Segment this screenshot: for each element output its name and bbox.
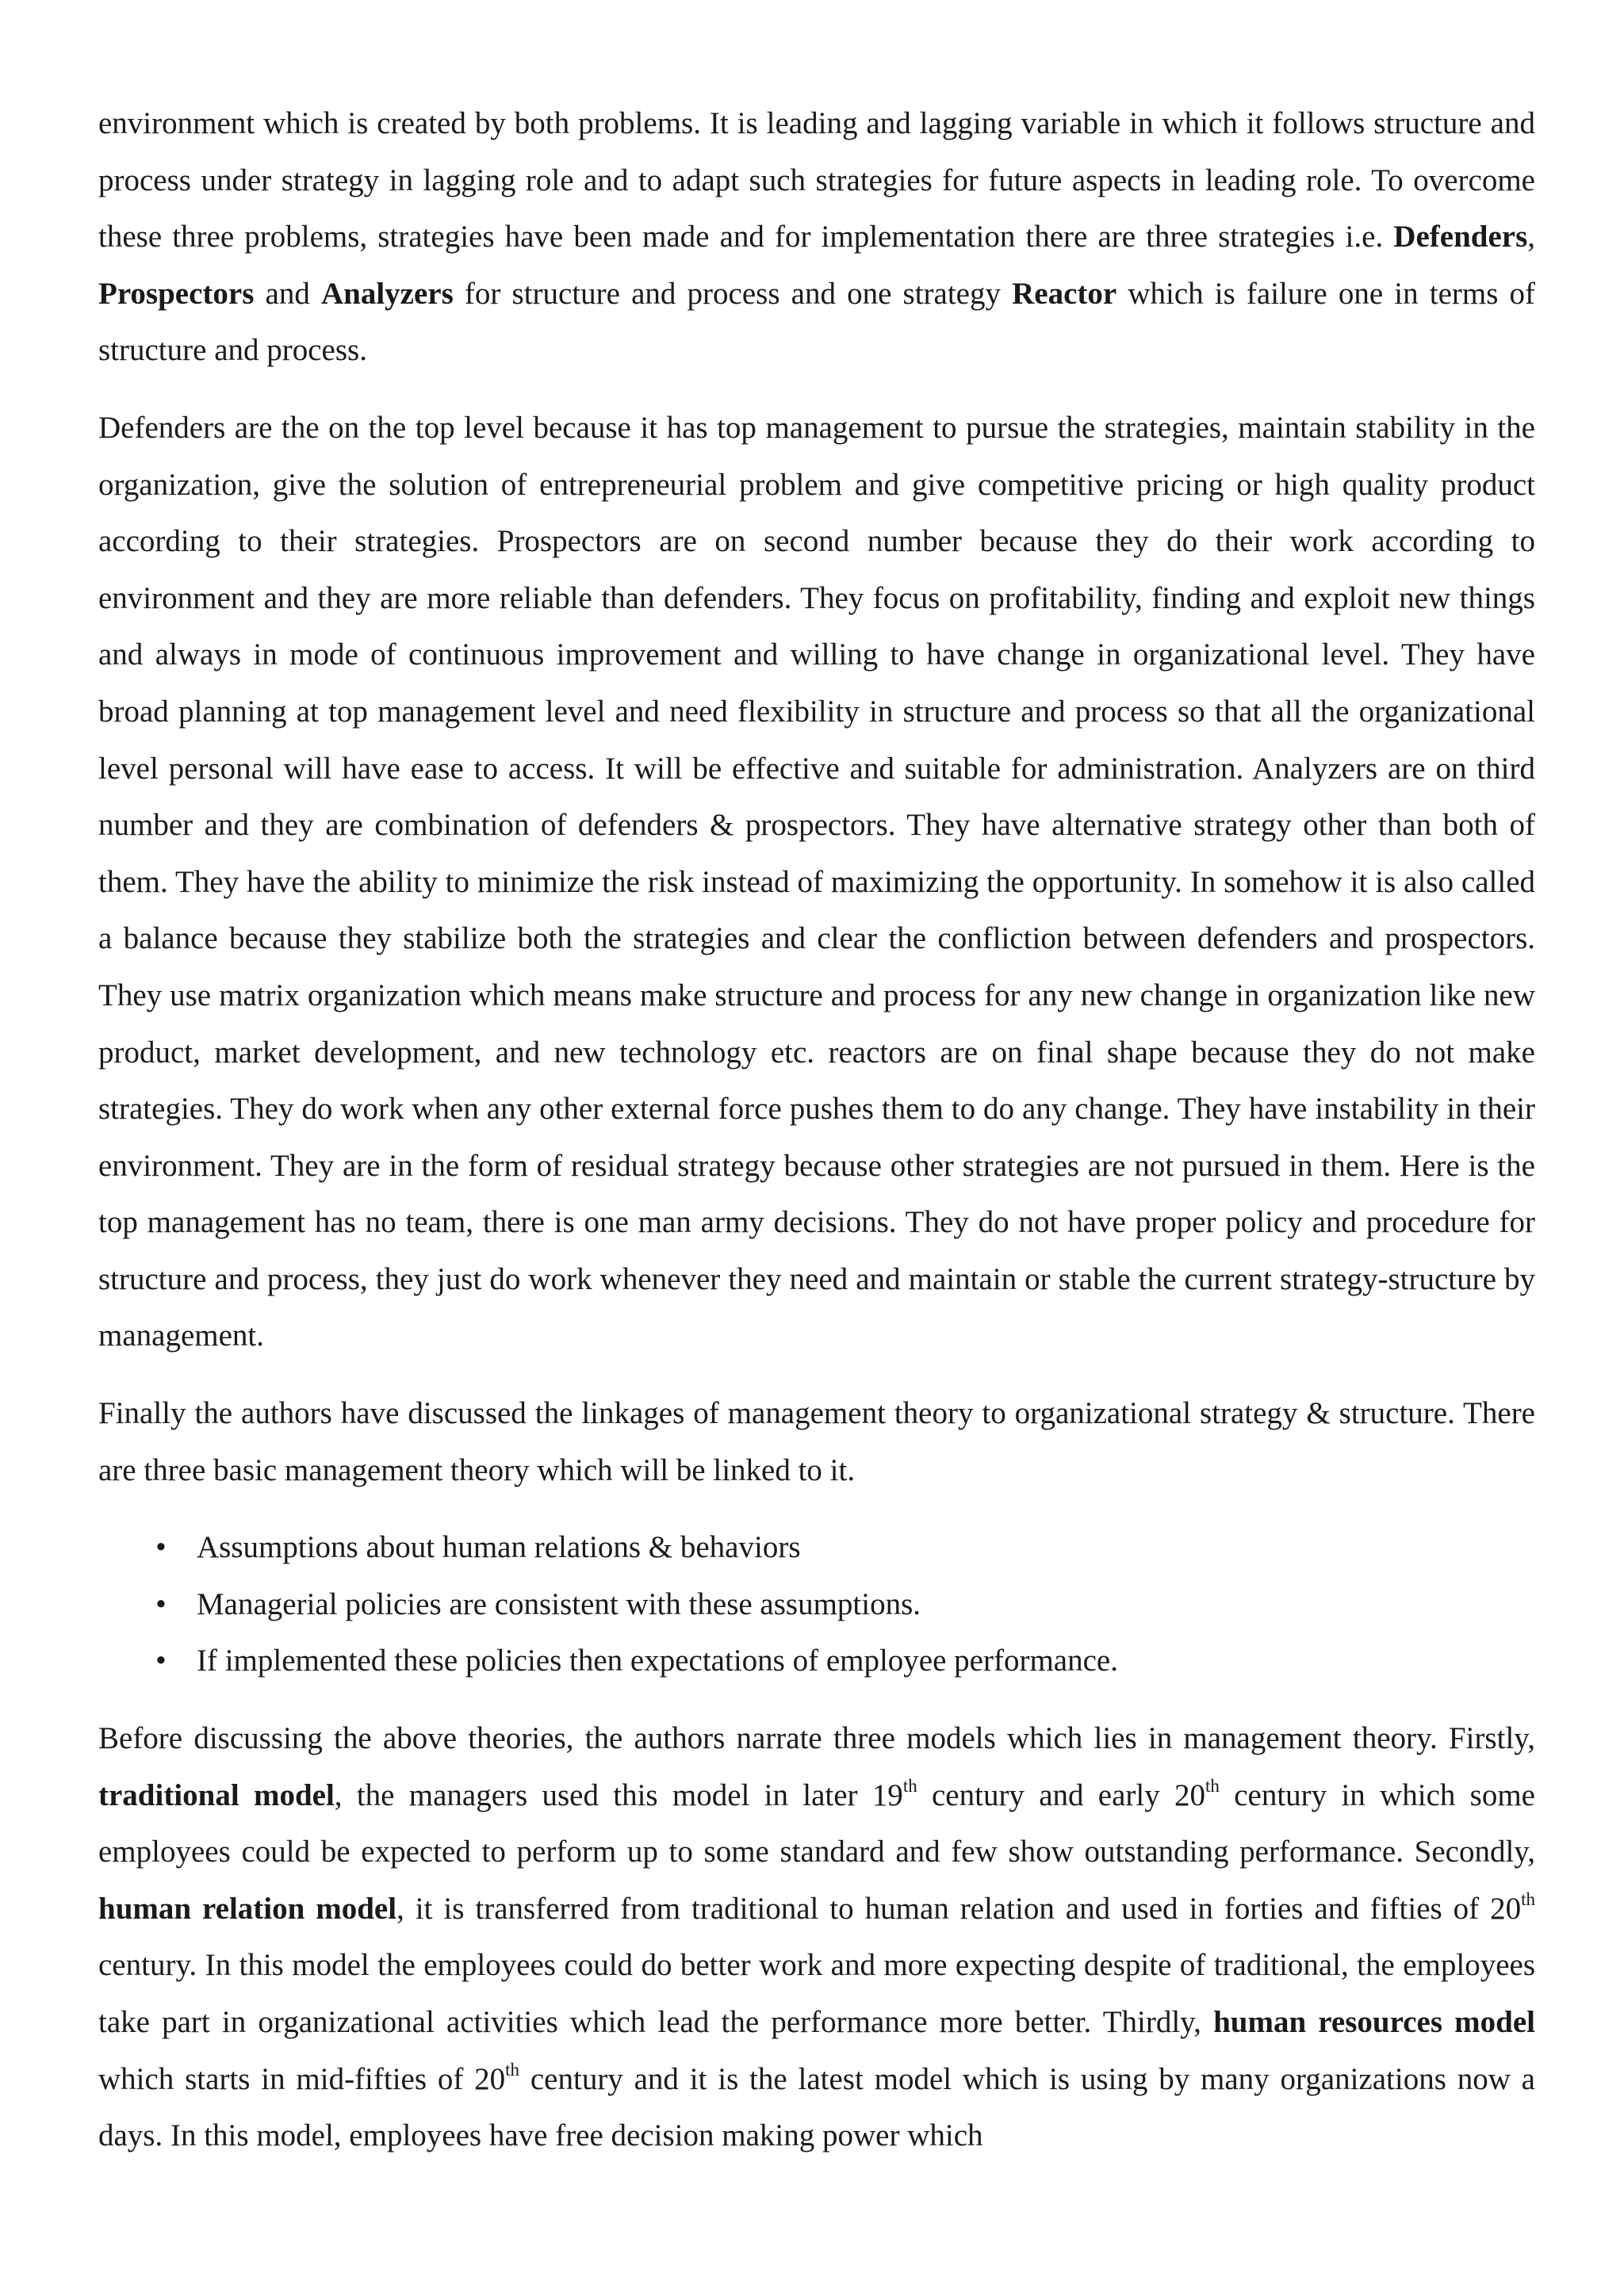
term-traditional-model: traditional model xyxy=(98,1777,335,1812)
list-item xyxy=(98,1519,1535,1576)
paragraph-management-theory: Finally the authors have discussed the linkages of management theory to organizational strategy & structure. There are three basic management theory which will be linked to it. xyxy=(98,1396,1535,1487)
list-item-text: Assumptions about human relations & behaviors xyxy=(197,1530,801,1565)
text-run: , it is transferred from traditional to human relation and used in forties and fifties of 20 xyxy=(396,1891,1522,1926)
document-page xyxy=(98,95,1535,2164)
paragraph-strategy-types: Defenders are the on the top level because it has top management to pursue the strategies, maintain stability in the organization, give the solution of entrepreneurial problem and give competitive pricing or high quality product according to their strategies. Prospectors are on second number because they do their work according to environment and they are more reliable than defenders. They focus on profitability, finding and exploit new things and always in mode of continuous improvement and willing to have change in organizational level. They have broad planning at top management level and need flexibility in structure and process so that all the organizational level personal will have ease to access. It will be effective and suitable for administration. Analyzers are on third number and they are combination of defenders & prospectors. They have alternative strategy other than both of them. They have the ability to minimize the risk instead of maximizing the opportunity. In somehow it is also called a balance because they stabilize both the strategies and clear the confliction between defenders and prospectors. They use matrix organization which means make structure and process for any new change in organization like new product, market development, and new technology etc. reactors are on final shape because they do not make strategies. They do work when any other external force pushes them to do any change. They have instability in their environment. They are in the form of residual strategy because other strategies are not pursued in them. Here is the top management has no team, there is one man army decisions. They do not have proper policy and procedure for structure and process, they just do work whenever they need and maintain or stable the current strategy-structure by management. xyxy=(98,410,1535,1353)
text-run: century. In this model the employees could do better work and more expecting despite of traditional, the employees take part in organizational activities which lead the performance more better. Thirdly, xyxy=(98,1948,1535,2039)
text-run: and xyxy=(254,276,321,311)
paragraph-strategies-intro xyxy=(98,95,1535,379)
bullet-icon: • xyxy=(155,1644,167,1678)
text-run: century and early 20 xyxy=(917,1777,1206,1812)
list-item-text: Managerial policies are consistent with these assumptions. xyxy=(197,1586,921,1621)
term-prospectors: Prospectors xyxy=(98,276,255,311)
term-human-resources-model: human resources model xyxy=(1213,2005,1535,2039)
text-run: which is failure one in terms of structure and process. xyxy=(98,276,1535,368)
list-item xyxy=(98,1632,1535,1689)
bullet-list xyxy=(98,1519,1535,1689)
term-defenders: Defenders xyxy=(1393,220,1528,254)
bullet-icon: • xyxy=(155,1586,167,1621)
text-run: , xyxy=(1527,220,1535,254)
term-human-relation-model: human relation model xyxy=(98,1891,397,1926)
list-item-text: If implemented these policies then expectations of employee performance. xyxy=(197,1644,1118,1678)
text-run: for structure and process and one strategy xyxy=(453,276,1013,311)
superscript: th xyxy=(902,1775,917,1796)
list-item xyxy=(98,1576,1535,1633)
text-run: environment which is created by both problems. It is leading and lagging variable in which it follows structure and process under strategy in lagging role and to adapt such strategies for future aspects in leading role. To overcome these three problems, strategies have been made and for implementation there are three strategies i.e. xyxy=(98,106,1535,254)
text-run: century and it is the latest model which is using by many organizations now a days. In this model, employees have free decision making power which xyxy=(98,2061,1535,2153)
bullet-icon: • xyxy=(155,1530,167,1565)
term-analyzers: Analyzers xyxy=(320,276,454,311)
term-reactor: Reactor xyxy=(1012,276,1117,311)
superscript: th xyxy=(1521,1888,1535,1909)
paragraph-management-models xyxy=(98,1710,1535,2164)
text-run: century in which some employees could be expected to perform up to some standard and few show outstanding performance. Secondly, xyxy=(98,1777,1535,1869)
superscript: th xyxy=(1205,1775,1220,1796)
text-run: , the managers used this model in later 19 xyxy=(334,1777,903,1812)
text-run: which starts in mid-fifties of 20 xyxy=(98,2061,506,2096)
superscript: th xyxy=(505,2059,520,2080)
text-run: Before discussing the above theories, the authors narrate three models which lies in management theory. Firstly, xyxy=(98,1721,1535,1756)
